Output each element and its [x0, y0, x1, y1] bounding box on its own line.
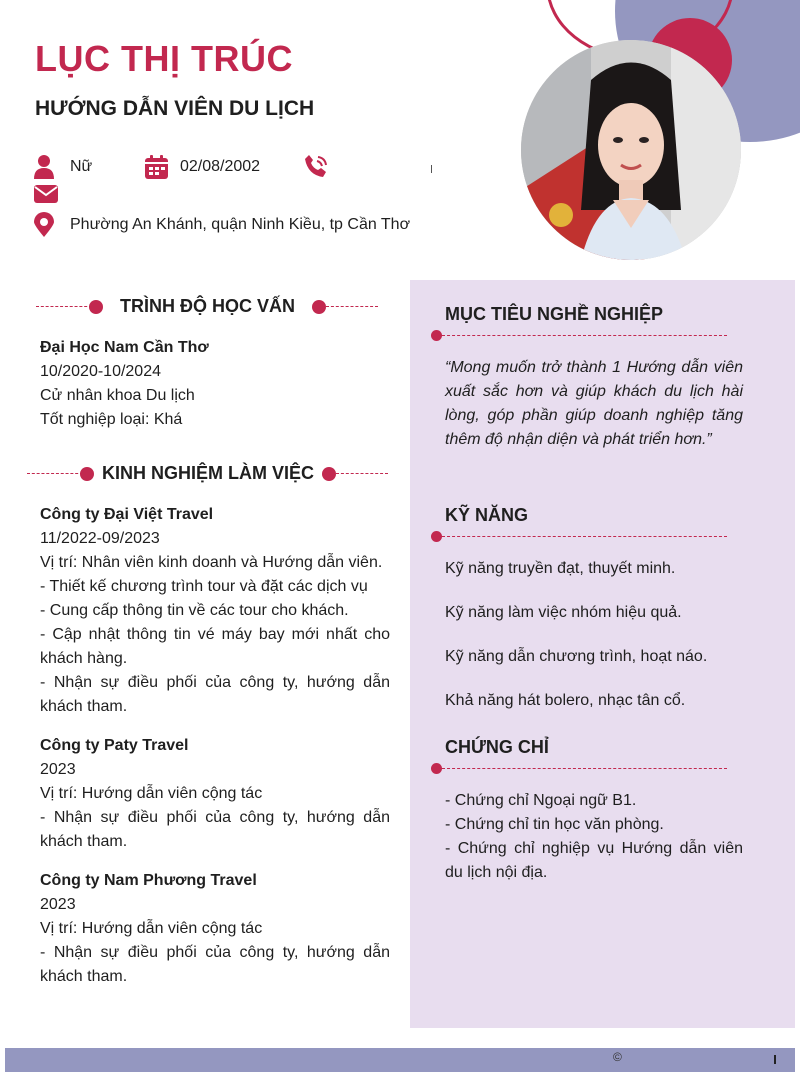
certificate-item: - Chứng chỉ nghiệp vụ Hướng dẫn viên du lịch nội địa.: [445, 840, 743, 881]
address-value: Phường An Khánh, quận Ninh Kiều, tp Cần Thơ: [70, 216, 411, 233]
candidate-title: HƯỚNG DẪN VIÊN DU LỊCH: [35, 97, 315, 120]
divider-line: [27, 473, 83, 474]
divider-line: [442, 536, 727, 537]
divider-dot: [431, 763, 442, 774]
job-detail: - Thiết kế chương trình tour và đặt các dịch vụ: [40, 578, 368, 595]
divider-line: [336, 473, 388, 474]
objective-text: “Mong muốn trở thành 1 Hướng dẫn viên xuất sắc hơn và giúp khách du lịch hài lòng, góp phần giúp doanh nghiệp tăng thêm độ nhận diện và phát triển hơn.”: [445, 359, 743, 448]
job-company: Công ty Nam Phương Travel: [40, 872, 257, 889]
job-detail: Vị trí: Hướng dẫn viên cộng tác: [40, 785, 263, 802]
job-period: 11/2022-09/2023: [40, 530, 160, 547]
skill-item: Khả năng hát bolero, nhạc tân cổ.: [445, 692, 686, 709]
candidate-name: LỤC THỊ TRÚC: [35, 38, 293, 79]
map-pin-icon: [34, 212, 56, 236]
education-school: Đại Học Nam Cần Thơ: [40, 339, 209, 356]
divider-dot: [80, 467, 94, 481]
experience-heading: KINH NGHIỆM LÀM VIỆC: [101, 463, 314, 483]
job-detail: Vị trí: Nhân viên kinh doanh và Hướng dẫn viên.: [40, 554, 383, 571]
envelope-icon: [34, 184, 56, 208]
objective-heading: MỤC TIÊU NGHỀ NGHIỆP: [445, 304, 664, 324]
education-degree: Cử nhân khoa Du lịch: [40, 387, 195, 404]
certificates-heading: CHỨNG CHỈ: [445, 737, 549, 757]
footer-tick-mark: [774, 1055, 776, 1064]
certificates-list: [445, 789, 743, 885]
divider-line: [442, 768, 727, 769]
education-grade: Tốt nghiệp loại: Khá: [40, 411, 183, 428]
copyright-mark: ©: [613, 1050, 622, 1064]
experience-section: [40, 503, 390, 1004]
gender-value: Nữ: [70, 158, 93, 175]
job-detail: - Cung cấp thông tin về các tour cho khách.: [40, 602, 349, 619]
text-cursor-mark: [431, 165, 432, 173]
job-period: 2023: [40, 896, 76, 913]
certificate-item: - Chứng chỉ tin học văn phòng.: [445, 816, 664, 833]
job-entry: [40, 869, 390, 989]
footer-bar: [5, 1048, 795, 1072]
skill-item: Kỹ năng truyền đạt, thuyết minh.: [445, 560, 676, 577]
job-company: Công ty Paty Travel: [40, 737, 189, 754]
divider-line: [36, 306, 92, 307]
phone-icon: [304, 154, 326, 178]
job-detail: - Nhận sự điều phối của công ty, hướng dẫn khách tham.: [40, 809, 390, 850]
divider-dot: [89, 300, 103, 314]
skill-item: Kỹ năng dẫn chương trình, hoạt náo.: [445, 648, 708, 665]
job-period: 2023: [40, 761, 76, 778]
skill-item: Kỹ năng làm việc nhóm hiệu quả.: [445, 604, 682, 621]
calendar-icon: [145, 155, 167, 179]
job-detail: - Nhận sự điều phối của công ty, hướng dẫn khách tham.: [40, 674, 390, 715]
job-detail: - Cập nhật thông tin vé máy bay mới nhất cho khách hàng.: [40, 626, 390, 667]
birthdate-value: 02/08/2002: [180, 158, 261, 175]
certificate-item: - Chứng chỉ Ngoại ngữ B1.: [445, 792, 637, 809]
job-entry: [40, 734, 390, 854]
job-detail: - Nhận sự điều phối của công ty, hướng dẫn khách tham.: [40, 944, 390, 985]
user-icon: [34, 155, 56, 179]
skills-heading: KỸ NĂNG: [445, 505, 529, 525]
divider-dot: [431, 330, 442, 341]
education-period: 10/2020-10/2024: [40, 363, 161, 380]
job-detail: Vị trí: Hướng dẫn viên cộng tác: [40, 920, 263, 937]
education-heading: TRÌNH ĐỘ HỌC VẤN: [120, 296, 295, 316]
divider-line: [442, 335, 727, 336]
divider-line: [326, 306, 378, 307]
job-entry: [40, 503, 390, 719]
education-section: [40, 336, 390, 432]
divider-dot: [431, 531, 442, 542]
divider-dot: [312, 300, 326, 314]
divider-dot: [322, 467, 336, 481]
skills-list: [445, 557, 745, 733]
profile-photo: [521, 40, 741, 260]
job-company: Công ty Đại Việt Travel: [40, 506, 214, 523]
